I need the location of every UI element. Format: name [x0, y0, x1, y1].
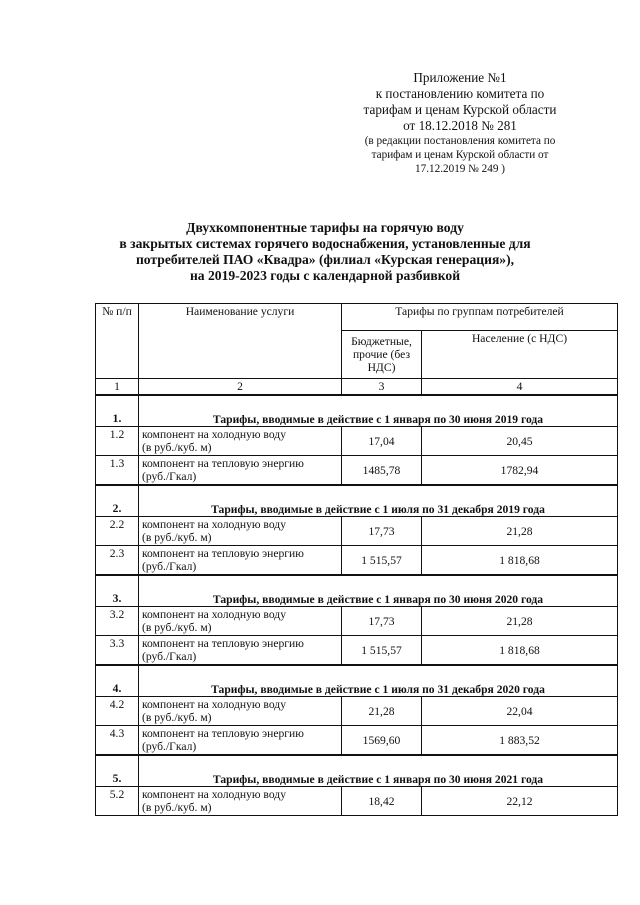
section-header-row [96, 575, 618, 607]
row-number: 1.3 [96, 456, 139, 486]
title-line: на 2019-2023 годы с календарной разбивкой [189, 268, 461, 283]
population-tariff: 1 818,68 [422, 546, 618, 576]
population-tariff: 1 883,52 [422, 726, 618, 756]
population-tariff: 22,12 [422, 787, 618, 816]
header-service: Наименование услуги [139, 304, 342, 379]
section-header-row [96, 485, 618, 517]
section-number: 2. [96, 485, 139, 517]
section-title: Тарифы, вводимые в действие с 1 июля по 31 декабря 2020 года [139, 665, 618, 697]
column-index: 4 [422, 379, 618, 396]
service-component: компонент на тепловую энергию [142, 547, 304, 560]
service-unit: (руб./Гкал) [142, 470, 197, 483]
column-index: 3 [342, 379, 422, 396]
population-tariff: 1 818,68 [422, 636, 618, 666]
budget-tariff: 17,04 [342, 427, 422, 456]
table-row [96, 636, 618, 666]
annex-title: Приложение №1 [413, 70, 507, 85]
title-line: Двухкомпонентные тарифы на горячую воду [186, 220, 464, 235]
title-line: в закрытых системах горячего водоснабжения, установленные для [119, 236, 531, 251]
row-number: 3.3 [96, 636, 139, 666]
service-unit: (в руб./куб. м) [142, 711, 212, 724]
service-component: компонент на тепловую энергию [142, 727, 304, 740]
budget-tariff: 1 515,57 [342, 546, 422, 576]
table-row [96, 427, 618, 456]
budget-tariff: 18,42 [342, 787, 422, 816]
annex-header [330, 70, 590, 176]
service-component: компонент на холодную воду [142, 698, 286, 711]
header-budget: Бюджетные, прочие (без НДС) [342, 331, 422, 379]
table-row [96, 787, 618, 816]
annex-edition-note: (в редакции постановления комитета по [364, 135, 556, 147]
section-title: Тарифы, вводимые в действие с 1 января по 30 июня 2020 года [139, 575, 618, 607]
service-name [139, 726, 342, 756]
service-name [139, 456, 342, 486]
section-header-row [96, 665, 618, 697]
service-unit: (в руб./куб. м) [142, 621, 212, 634]
service-name [139, 636, 342, 666]
annex-date-number: от 18.12.2018 № 281 [403, 118, 517, 133]
population-tariff: 21,28 [422, 517, 618, 546]
header-groups: Тарифы по группам потребителей [342, 304, 618, 331]
section-title: Тарифы, вводимые в действие с 1 января по 30 июня 2021 года [139, 755, 618, 787]
table-row [96, 456, 618, 486]
budget-tariff: 17,73 [342, 607, 422, 636]
row-number: 3.2 [96, 607, 139, 636]
service-unit: (в руб./куб. м) [142, 441, 212, 454]
service-component: компонент на холодную воду [142, 518, 286, 531]
service-component: компонент на холодную воду [142, 788, 286, 801]
column-index: 2 [139, 379, 342, 396]
budget-tariff: 1 515,57 [342, 636, 422, 666]
service-name [139, 697, 342, 726]
service-unit: (в руб./куб. м) [142, 801, 212, 814]
service-unit: (руб./Гкал) [142, 560, 197, 573]
service-component: компонент на тепловую энергию [142, 637, 304, 650]
budget-tariff: 1569,60 [342, 726, 422, 756]
service-name [139, 546, 342, 576]
row-number: 2.3 [96, 546, 139, 576]
annex-line: тарифам и ценам Курской области [363, 102, 557, 117]
header-num: № п/п [96, 304, 139, 379]
tariff-table [95, 303, 618, 816]
budget-tariff: 17,73 [342, 517, 422, 546]
service-name [139, 787, 342, 816]
service-name [139, 607, 342, 636]
table-row [96, 517, 618, 546]
table-row [96, 546, 618, 576]
annex-edition-note: 17.12.2019 № 249 ) [415, 163, 505, 175]
table-row [96, 607, 618, 636]
column-index-row [96, 379, 618, 396]
section-number: 4. [96, 665, 139, 697]
section-header-row [96, 395, 618, 427]
section-title: Тарифы, вводимые в действие с 1 января по 30 июня 2019 года [139, 395, 618, 427]
row-number: 4.2 [96, 697, 139, 726]
column-index: 1 [96, 379, 139, 396]
budget-tariff: 1485,78 [342, 456, 422, 486]
section-number: 3. [96, 575, 139, 607]
row-number: 5.2 [96, 787, 139, 816]
row-number: 1.2 [96, 427, 139, 456]
service-unit: (руб./Гкал) [142, 740, 197, 753]
document-title [40, 220, 610, 284]
annex-edition-note: тарифам и ценам Курской области от [371, 149, 549, 161]
service-name [139, 517, 342, 546]
section-number: 5. [96, 755, 139, 787]
table-header-row [96, 304, 618, 331]
annex-line: к постановлению комитета по [375, 86, 545, 101]
tariff-sections [96, 395, 618, 816]
header-population: Население (с НДС) [422, 331, 618, 379]
table-row [96, 697, 618, 726]
section-header-row [96, 755, 618, 787]
service-unit: (в руб./куб. м) [142, 531, 212, 544]
section-title: Тарифы, вводимые в действие с 1 июля по 31 декабря 2019 года [139, 485, 618, 517]
table-row [96, 726, 618, 756]
service-name [139, 427, 342, 456]
budget-tariff: 21,28 [342, 697, 422, 726]
row-number: 2.2 [96, 517, 139, 546]
population-tariff: 1782,94 [422, 456, 618, 486]
service-unit: (руб./Гкал) [142, 650, 197, 663]
service-component: компонент на холодную воду [142, 428, 286, 441]
title-line: потребителей ПАО «Квадра» (филиал «Курская генерация»), [135, 252, 515, 267]
service-component: компонент на холодную воду [142, 608, 286, 621]
population-tariff: 21,28 [422, 607, 618, 636]
section-number: 1. [96, 395, 139, 427]
service-component: компонент на тепловую энергию [142, 457, 304, 470]
row-number: 4.3 [96, 726, 139, 756]
population-tariff: 22,04 [422, 697, 618, 726]
population-tariff: 20,45 [422, 427, 618, 456]
